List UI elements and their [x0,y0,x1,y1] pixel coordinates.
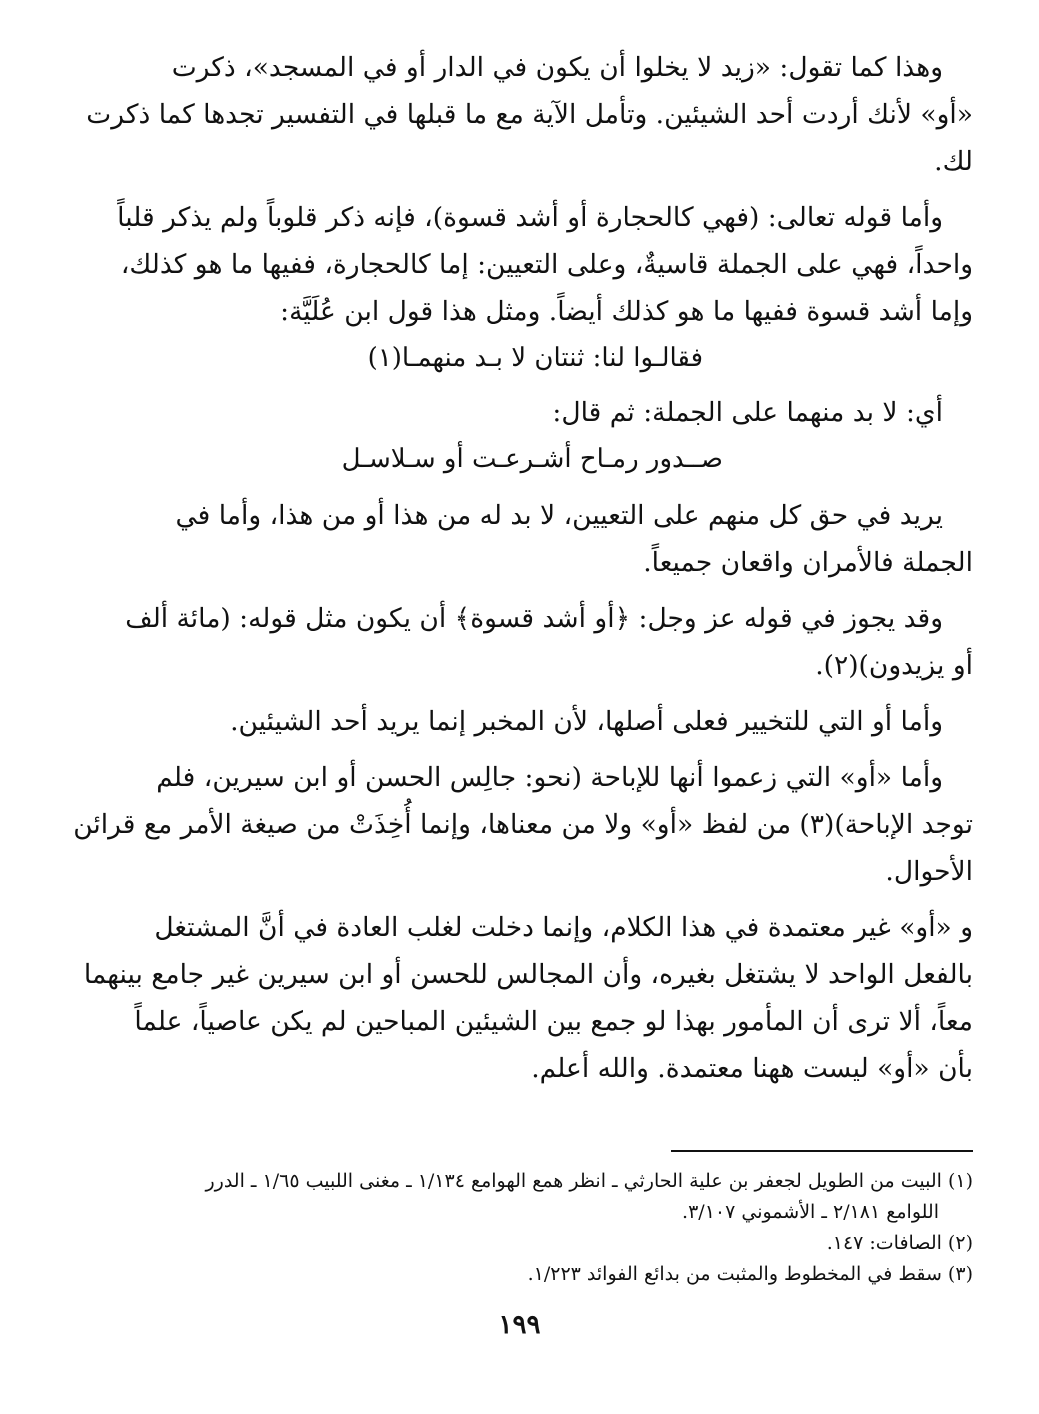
footnotes [64,1166,973,1290]
paragraph-3 [64,492,973,586]
text-line: معاً، ألا ترى أن المأمور بهذا لو جمع بين الشيئين المباحين لم يكن عاصياً، علماً [134,1006,973,1037]
verse-line-2: صــدور رمـاح أشـرعـت أو سـلاسـل [341,444,723,474]
text-line: بالفعل الواحد لا يشتغل بغيره، وأن المجالس للحسن أو ابن سيرين غير جامع بينهما [83,959,973,990]
verse-intro [64,389,973,436]
text-line: و «أو» غير معتمدة في هذا الكلام، وإنما دخلت لغلب العادة في أنَّ المشتغل [154,912,973,943]
text-line: يريد في حق كل منهم على التعيين، لا بد له من هذا أو من هذا، وأما في [175,500,943,531]
verse-line-1: فقالـوا لنا: ثنتان لا بـد منهمـا(١) [367,343,703,373]
footnote-separator [671,1150,973,1152]
text-line: وهذا كما تقول: «زيد لا يخلوا أن يكون في الدار أو في المسجد»، ذكرت [171,52,943,83]
footnote-1-continuation: اللوامع ٢/١٨١ ـ الأشموني ٣/١٠٧. [682,1201,939,1223]
text-line: أو يزيدون)(٢). [815,650,973,681]
text-line: لك. [934,146,973,177]
text-line: الجملة فالأمران واقعان جميعاً. [643,547,973,578]
footnote-3: (٣) سقط في المخطوط والمثبت من بدائع الفوائد ١/٢٢٣. [527,1263,973,1285]
paragraph-6 [64,754,973,895]
text-line: «أو» لأنك أردت أحد الشيئين. وتأمل الآية مع ما قبلها في التفسير تجدها كما ذكرت [86,99,973,130]
text-line: الأحوال. [885,856,973,887]
paragraph-5 [64,698,973,745]
text-line: وأما قوله تعالى: (فهي كالحجارة أو أشد قسوة)، فإنه ذكر قلوباً ولم يذكر قلباً [117,202,943,233]
text-line: واحداً، فهي على الجملة قاسيةٌ، وعلى التعيين: إما كالحجارة، ففيها ما هو كذلك، [120,249,973,280]
text-line: بأن «أو» ليست ههنا معتمدة. والله أعلم. [531,1053,973,1084]
text-line: وأما أو التي للتخيير فعلى أصلها، لأن المخبر إنما يريد أحد الشيئين. [230,706,943,737]
footnote-1: (١) البيت من الطويل لجعفر بن علية الحارثي ـ انظر همع الهوامع ١/١٣٤ ـ مغنى اللبيب ١/٦٥ ـ الدرر [205,1170,973,1192]
paragraph-2 [64,194,973,335]
text-line: وإما أشد قسوة ففيها ما هو كذلك أيضاً. ومثل هذا قول ابن عُلَيَّة: [280,296,973,327]
text-line: أي: لا بد منهما على الجملة: ثم قال: [552,397,943,428]
text-line: وقد يجوز في قوله عز وجل: ﴿أو أشد قسوة﴾ أن يكون مثل قوله: (مائة ألف [125,603,943,634]
footnote-2: (٢) الصافات: ١٤٧. [826,1232,973,1254]
paragraph-4 [64,595,973,689]
text-line: وأما «أو» التي زعموا أنها للإباحة (نحو: جالِس الحسن أو ابن سيرين، فلم [156,762,943,793]
paragraph-1 [64,44,973,185]
page-number: ١٩٩ [498,1310,541,1340]
text-line: توجد الإباحة)(٣) من لفظ «أو» ولا من معناها، وإنما أُخِذَتْ من صيغة الأمر مع قرائن [73,809,973,840]
paragraph-7 [64,904,973,1092]
